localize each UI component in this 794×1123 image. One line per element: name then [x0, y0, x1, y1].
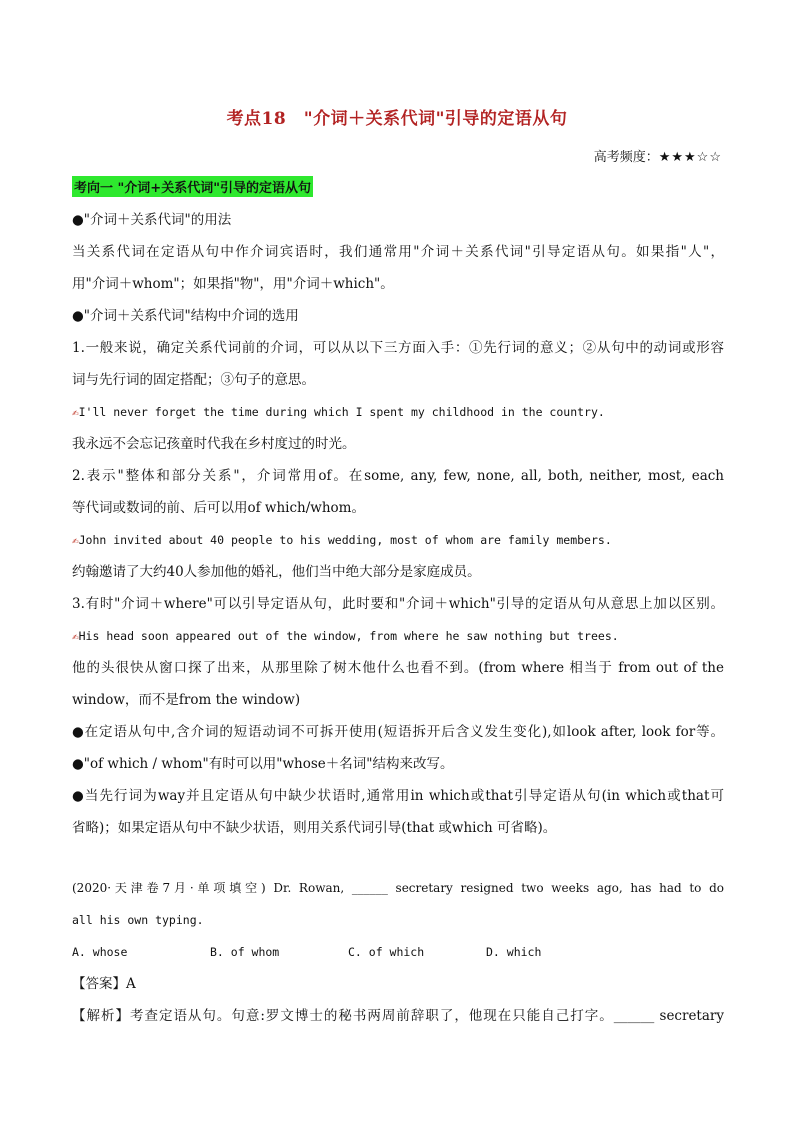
question-stem: (2020·天津卷7月·单项填空) Dr. Rowan, ______ secretary resigned two weeks ago, has had to do: [72, 881, 724, 895]
example-sentence: [72, 530, 724, 551]
writing-hand-icon: ✍: [72, 406, 79, 419]
bullet-note: 省略)；如果定语从句中不缺少状语，则用关系代词引导(that 或which 可省略)。: [72, 820, 557, 836]
example-text: I'll never forget the time during which I spent my childhood in the country.: [78, 405, 605, 419]
bullet-heading-selection: ●"介词＋关系代词"结构中介词的选用: [72, 308, 299, 324]
paragraph-line: 用"介词＋whom"；如果指"物"，用"介词＋which"。: [72, 276, 394, 292]
bullet-note: ●在定语从句中,含介词的短语动词不可拆开使用(短语拆开后含义发生变化),如look after, look for等。: [72, 724, 724, 740]
section-heading: 考向一 "介词+关系代词"引导的定语从句: [72, 176, 313, 197]
paragraph-line: 3.有时"介词＋where"可以引导定语从句，此时要和"介词＋which"引导的定语从句从意思上加以区别。: [72, 596, 724, 612]
option-a: A. whose: [72, 945, 128, 959]
frequency-rating: [594, 146, 722, 165]
option-d: D. which: [486, 945, 542, 959]
translation-line: 我永远不会忘记孩童时代我在乡村度过的时光。: [72, 436, 356, 452]
paragraph-line: 1.一般来说，确定关系代词前的介词，可以从以下三方面入手：①先行词的意义；②从句中的动词或形容: [72, 340, 724, 356]
bullet-note: ●当先行词为way并且定语从句中缺少状语时,通常用in which或that引导定语从句(in which或that可: [72, 788, 724, 804]
answer-line: 【答案】A: [72, 976, 136, 992]
example-sentence: [72, 402, 724, 423]
bullet-heading-usage: ●"介词＋关系代词"的用法: [72, 212, 232, 228]
page-title: 考点18 "介词＋关系代词"引导的定语从句: [226, 109, 568, 129]
frequency-label: 高考频度：: [593, 150, 659, 165]
paragraph-line: 词与先行词的固定搭配；③句子的意思。: [72, 372, 315, 388]
bullet-note: ●"of which / whom"有时可以用"whose＋名词"结构来改写。: [72, 756, 454, 772]
writing-hand-icon: ✍: [72, 630, 79, 643]
example-text: His head soon appeared out of the window, from where he saw nothing but trees.: [78, 629, 619, 643]
option-c: C. of which: [348, 945, 425, 959]
translation-line: 他的头很快从窗口探了出来，从那里除了树木他什么也看不到。(from where 相当于 from out of the: [72, 660, 724, 676]
example-sentence: [72, 626, 724, 647]
translation-line: 约翰邀请了大约40人参加他的婚礼，他们当中绝大部分是家庭成员。: [72, 564, 481, 580]
paragraph-line: 当关系代词在定语从句中作介词宾语时，我们通常用"介词＋关系代词"引导定语从句。如果指"人"，: [72, 244, 724, 260]
star-rating: ★★★☆☆: [658, 150, 722, 165]
paragraph-line: 等代词或数词的前、后可以用of which/whom。: [72, 500, 365, 516]
translation-line: window，而不是from the window): [72, 692, 301, 708]
writing-hand-icon: ✍: [72, 534, 79, 547]
analysis-line: 【解析】考查定语从句。句意:罗文博士的秘书两周前辞职了，他现在只能自己打字。______ secretary: [72, 1008, 724, 1024]
option-b: B. of whom: [210, 945, 280, 959]
paragraph-line: 2.表示"整体和部分关系"，介词常用of。在some, any, few, none, all, both, neither, most, each: [72, 468, 724, 484]
example-text: John invited about 40 people to his wedding, most of whom are family members.: [78, 533, 612, 547]
question-stem: all his own typing.: [72, 913, 204, 927]
